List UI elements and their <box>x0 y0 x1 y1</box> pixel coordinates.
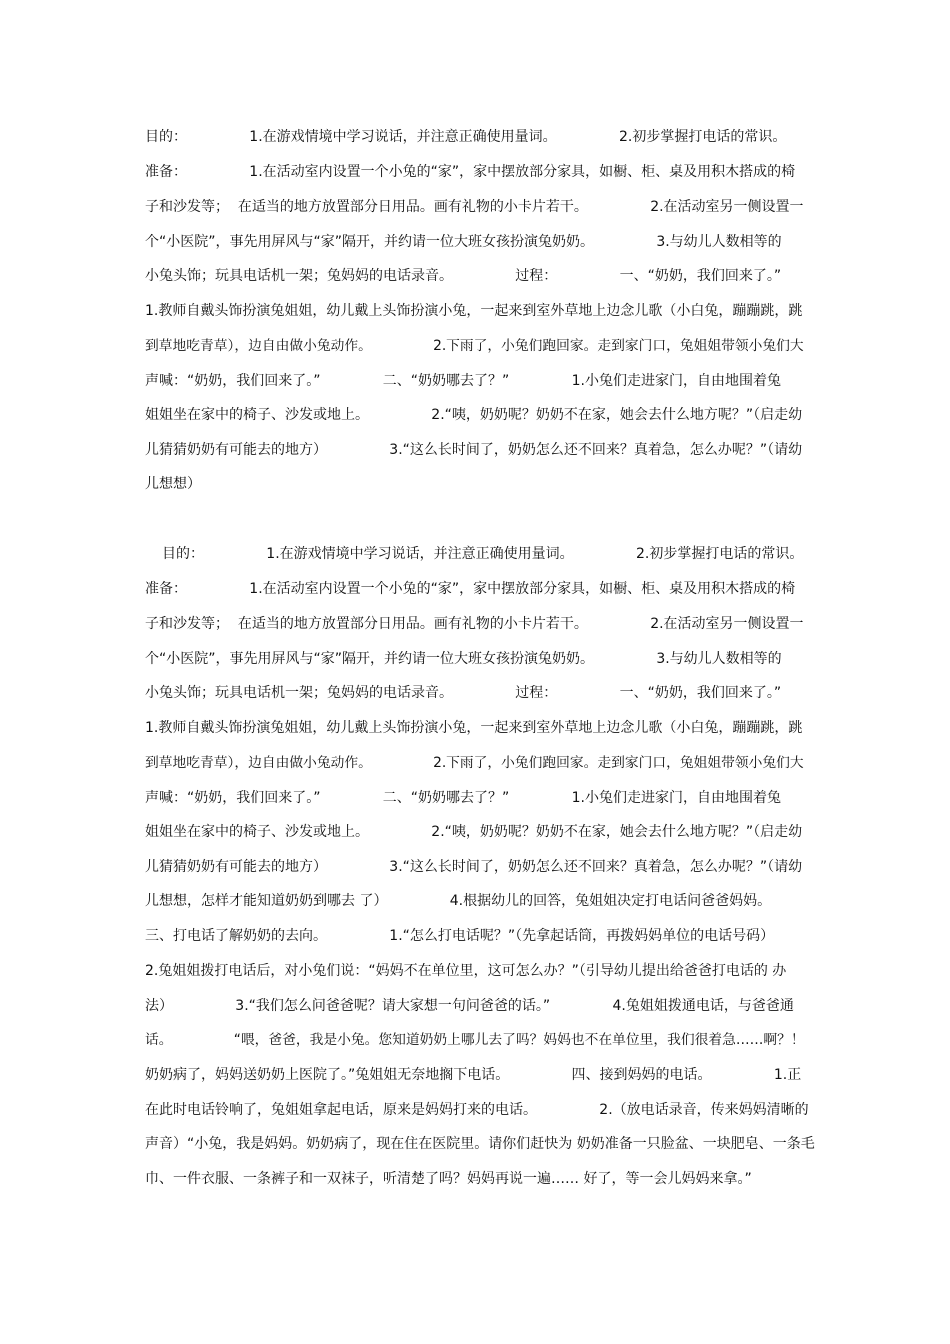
text-line: 个“小医院”，事先用屏风与“家”隔开，并约请一位大班女孩扮演兔奶奶。 3.与幼儿人数相等的 <box>145 234 782 250</box>
text-line: 三、打电话了解奶奶的去向。 1.“怎么打电话呢？”（先拿起话筒，再拨妈妈单位的电话号码） <box>145 928 775 944</box>
text-line: 在此时电话铃响了，兔姐姐拿起电话，原来是妈妈打来的电话。 2.（放电话录音，传来妈妈清晰的 <box>145 1102 809 1118</box>
text-line: 声喊：“奶奶，我们回来了。” 二、“奶奶哪去了？” 1.小兔们走进家门，自由地围着兔 <box>145 373 781 389</box>
text-line: 姐姐坐在家中的椅子、沙发或地上。 2.“咦，奶奶呢？奶奶不在家，她会去什么地方呢？”（启走幼 <box>145 824 803 840</box>
text-line: 目的： 1.在游戏情境中学习说话，并注意正确使用量词。 2.初步掌握打电话的常识。 <box>162 546 804 562</box>
text-line: 话。 “喂，爸爸，我是小兔。您知道奶奶上哪儿去了吗？妈妈也不在单位里，我们很着急……啊？！ <box>145 1032 805 1048</box>
text-line: 子和沙发等； 在适当的地方放置部分日用品。画有礼物的小卡片若干。 2.在活动室另一侧设置一 <box>145 199 804 215</box>
text-line: 儿猜猜奶奶有可能去的地方） 3.“这么长时间了，奶奶怎么还不回来？真着急，怎么办呢？”（请幼 <box>145 859 803 875</box>
text-line: 1.教师自戴头饰扮演兔姐姐，幼儿戴上头饰扮演小兔，一起来到室外草地上边念儿歌（小白兔，蹦蹦跳，跳 <box>145 303 803 319</box>
text-line: 儿想想） <box>145 476 201 492</box>
text-line: 到草地吃青草），边自由做小兔动作。 2.下雨了，小兔们跑回家。走到家门口，兔姐姐带领小兔们大 <box>145 338 804 354</box>
text-line: 巾、一件衣服、一条裤子和一双袜子，听清楚了吗？妈妈再说一遍…… 好了，等一会儿妈妈来拿。” <box>145 1171 752 1187</box>
text-line: 声喊：“奶奶，我们回来了。” 二、“奶奶哪去了？” 1.小兔们走进家门，自由地围着兔 <box>145 790 781 806</box>
text-line: 个“小医院”，事先用屏风与“家”隔开，并约请一位大班女孩扮演兔奶奶。 3.与幼儿人数相等的 <box>145 651 782 667</box>
text-line: 儿猜猜奶奶有可能去的地方） 3.“这么长时间了，奶奶怎么还不回来？真着急，怎么办呢？”（请幼 <box>145 442 803 458</box>
text-line: 子和沙发等； 在适当的地方放置部分日用品。画有礼物的小卡片若干。 2.在活动室另一侧设置一 <box>145 616 804 632</box>
text-line: 1.教师自戴头饰扮演兔姐姐，幼儿戴上头饰扮演小兔，一起来到室外草地上边念儿歌（小白兔，蹦蹦跳，跳 <box>145 720 803 736</box>
text-line: 小兔头饰；玩具电话机一架；兔妈妈的电话录音。 过程： 一、“奶奶，我们回来了。” <box>145 268 782 284</box>
text-line: 姐姐坐在家中的椅子、沙发或地上。 2.“咦，奶奶呢？奶奶不在家，她会去什么地方呢？”（启走幼 <box>145 407 803 423</box>
text-line: 小兔头饰；玩具电话机一架；兔妈妈的电话录音。 过程： 一、“奶奶，我们回来了。” <box>145 685 782 701</box>
text-line: 儿想想，怎样才能知道奶奶到哪去 了） 4.根据幼儿的回答，兔姐姐决定打电话问爸爸妈妈。 <box>145 893 772 909</box>
text-line: 到草地吃青草），边自由做小兔动作。 2.下雨了，小兔们跑回家。走到家门口，兔姐姐带领小兔们大 <box>145 755 804 771</box>
text-line: 准备： 1.在活动室内设置一个小兔的“家”，家中摆放部分家具，如橱、柜、桌及用积木搭成的椅 <box>145 581 796 597</box>
text-line: 法） 3.“我们怎么问爸爸呢？请大家想一句问爸爸的话。” 4.兔姐姐拨通电话，与爸爸通 <box>145 998 794 1014</box>
text-line: 奶奶病了，妈妈送奶奶上医院了。”兔姐姐无奈地搁下电话。 四、接到妈妈的电话。 1.正 <box>145 1067 802 1083</box>
text-line: 声音）“小兔，我是妈妈。奶奶病了，现在住在医院里。请你们赶快为 奶奶准备一只脸盆、一块肥皂、一条毛 <box>145 1136 815 1152</box>
text-line: 目的： 1.在游戏情境中学习说话，并注意正确使用量词。 2.初步掌握打电话的常识。 <box>145 129 787 145</box>
text-line: 2.兔姐姐拨打电话后，对小兔们说：“妈妈不在单位里，这可怎么办？”（引导幼儿提出给爸爸打电话的 办 <box>145 963 787 979</box>
text-line: 准备： 1.在活动室内设置一个小兔的“家”，家中摆放部分家具，如橱、柜、桌及用积木搭成的椅 <box>145 164 796 180</box>
